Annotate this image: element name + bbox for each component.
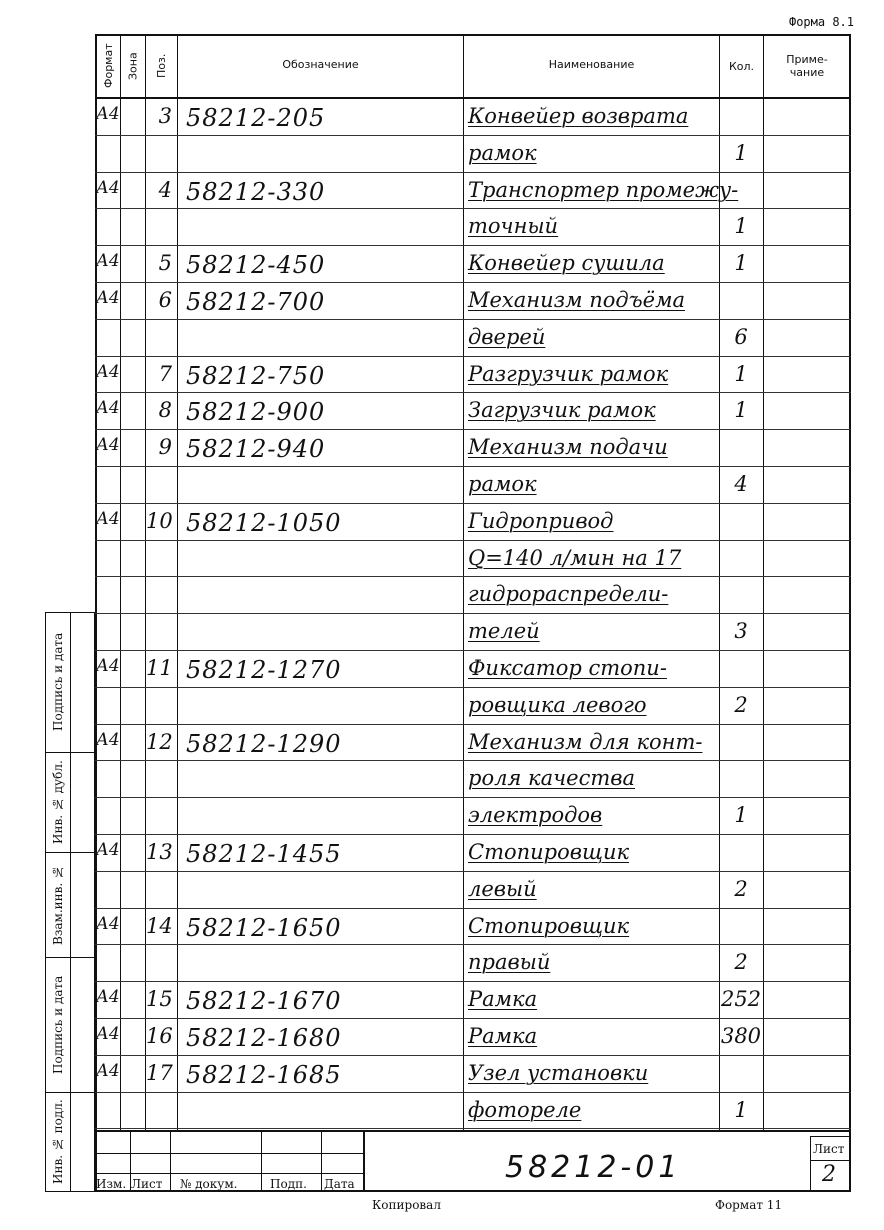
title-block-sheet-col: [810, 1136, 811, 1192]
tb-list: Лист: [131, 1177, 163, 1191]
row-qty: 1: [734, 214, 748, 239]
row-line: [95, 871, 851, 872]
row-name: Узел установки: [468, 1060, 649, 1085]
row-qty: 4: [734, 472, 748, 496]
row-qty: 1: [734, 398, 748, 423]
row-name: правый: [468, 950, 551, 975]
row-designation: 58212-750: [186, 361, 326, 390]
header-name: Наименование: [548, 57, 635, 71]
row-designation: 58212-205: [186, 104, 326, 132]
header-format: Формат: [102, 43, 115, 89]
side-strip-divider: [70, 612, 71, 1192]
row-format: А4: [96, 987, 120, 1008]
row-designation: 58212-1650: [186, 913, 342, 942]
col-line-designation: [463, 34, 464, 1130]
row-line: [95, 613, 851, 614]
row-name: Фиксатор стопи-: [468, 656, 667, 680]
side-label-dup-inv: Инв. № дубл.: [51, 760, 65, 844]
row-qty: 2: [734, 692, 748, 717]
row-name: Механизм подачи: [468, 435, 668, 460]
header-zone: Зона: [126, 52, 140, 80]
row-designation: 58212-700: [186, 288, 326, 316]
row-pos: 3: [158, 104, 172, 128]
row-line: [95, 319, 851, 320]
row-pos: 7: [158, 361, 172, 386]
row-name: Конвейер сушила: [468, 251, 665, 276]
col-line-qty: [763, 34, 764, 1130]
header-designation: Обозначение: [282, 57, 359, 71]
row-qty: 252: [720, 987, 762, 1012]
tb-doc-no: № докум.: [180, 1177, 238, 1191]
row-line: [95, 540, 851, 541]
row-line: [95, 908, 851, 909]
row-name: Q=140 л/мин на 17: [468, 545, 682, 570]
row-name: электродов: [468, 803, 603, 828]
row-format: А4: [96, 251, 120, 272]
col-line-format: [120, 34, 121, 1130]
row-designation: 58212-1290: [186, 729, 342, 758]
row-qty: 380: [720, 1024, 762, 1048]
row-line: [95, 724, 851, 725]
header-note: Приме- чание: [786, 53, 828, 79]
row-line: [95, 135, 851, 136]
row-qty: 1: [734, 361, 748, 386]
row-pos: 12: [146, 729, 173, 754]
row-name: Гидропривод: [468, 508, 614, 533]
title-block-sheet-line: [810, 1160, 851, 1161]
row-line: [95, 392, 851, 393]
row-line: [95, 429, 851, 430]
row-format: А4: [96, 913, 120, 934]
row-format: А4: [96, 288, 120, 308]
document-number: 58212-01: [505, 1150, 682, 1185]
title-block-sheet-top: [810, 1136, 851, 1137]
row-line: [95, 1055, 851, 1056]
row-pos: 8: [158, 398, 172, 423]
row-designation: 58212-900: [186, 398, 326, 427]
row-pos: 5: [158, 251, 172, 276]
title-block-col: [321, 1130, 322, 1192]
row-name: Механизм для конт-: [468, 729, 703, 754]
row-qty: 2: [734, 876, 748, 901]
col-line-pos: [177, 34, 178, 1130]
row-line: [95, 944, 851, 945]
row-pos: 4: [158, 177, 172, 202]
row-format: А4: [96, 656, 120, 676]
row-pos: 11: [146, 656, 173, 680]
row-name: Конвейер возврата: [468, 104, 689, 128]
title-block-col: [261, 1130, 262, 1192]
row-pos: 16: [146, 1024, 173, 1048]
title-block-line: [95, 1173, 363, 1174]
row-pos: 17: [146, 1060, 173, 1085]
header-qty: Кол.: [728, 59, 755, 73]
side-label-replace-inv: Взам.инв. №: [51, 864, 65, 945]
row-format: А4: [96, 729, 120, 750]
row-name: Рамка: [468, 987, 538, 1012]
row-qty: 6: [734, 324, 748, 349]
row-line: [95, 797, 851, 798]
row-line: [95, 356, 851, 357]
row-qty: 1: [734, 251, 748, 276]
row-name: левый: [468, 876, 537, 901]
row-pos: 10: [146, 508, 173, 533]
side-label-sign-date-2: Подпись и дата: [51, 975, 65, 1074]
tb-date: Дата: [324, 1177, 355, 1191]
row-line: [95, 1018, 851, 1019]
row-name: фотореле: [468, 1097, 582, 1122]
row-line: [95, 245, 851, 246]
row-format: А4: [96, 1060, 120, 1081]
row-line: [95, 466, 851, 467]
row-designation: 58212-1050: [186, 508, 342, 537]
row-line: [95, 576, 851, 577]
row-name: ровщика левого: [468, 692, 647, 717]
row-line: [95, 172, 851, 173]
row-name: Транспортер промежу-: [468, 177, 739, 202]
tb-izm: Изм.: [96, 1177, 127, 1191]
row-name: роля качества: [468, 766, 636, 791]
row-line: [95, 650, 851, 651]
row-qty: 1: [734, 140, 748, 165]
row-format: А4: [96, 1024, 120, 1044]
row-qty: 1: [734, 1097, 748, 1122]
title-block-col: [170, 1130, 171, 1192]
row-line: [95, 687, 851, 688]
row-line: [95, 1092, 851, 1093]
side-label-sign-date: Подпись и дата: [51, 632, 65, 732]
title-block-top: [95, 1130, 851, 1132]
row-line: [95, 834, 851, 835]
row-pos: 6: [158, 288, 172, 312]
row-format: А4: [96, 177, 120, 198]
header-pos: Поз.: [155, 53, 168, 79]
row-designation: 58212-1455: [186, 840, 342, 868]
row-name: телей: [468, 619, 540, 644]
row-qty: 2: [734, 950, 748, 975]
row-format: А4: [96, 435, 120, 456]
row-format: А4: [96, 398, 120, 419]
row-name: Стопировщик: [468, 913, 630, 938]
row-name: точный: [468, 214, 559, 239]
row-name: Рамка: [468, 1024, 538, 1048]
row-name: Стопировщик: [468, 840, 630, 864]
footer-format: Формат 11: [715, 1198, 783, 1212]
tb-sign: Подп.: [270, 1177, 307, 1191]
row-line: [95, 760, 851, 761]
sheet-label: Лист: [813, 1142, 845, 1156]
row-name: рамок: [468, 472, 537, 496]
row-line: [95, 282, 851, 283]
row-pos: 15: [146, 987, 173, 1012]
form-label: Форма 8.1: [788, 15, 854, 29]
footer-copied: Копировал: [372, 1198, 441, 1212]
row-qty: 1: [734, 803, 748, 828]
row-name: Разгрузчик рамок: [468, 361, 669, 386]
row-designation: 58212-1680: [186, 1024, 342, 1052]
side-label-orig-inv: Инв. № подл.: [51, 1099, 65, 1185]
row-format: А4: [96, 508, 120, 529]
row-designation: 58212-450: [186, 251, 326, 280]
row-name: Загрузчик рамок: [468, 398, 656, 423]
row-designation: 58212-1685: [186, 1060, 342, 1089]
row-qty: 3: [734, 619, 748, 644]
row-designation: 58212-1270: [186, 656, 342, 684]
row-line: [95, 981, 851, 982]
row-format: А4: [96, 104, 120, 124]
row-pos: 13: [146, 840, 173, 864]
row-line: [95, 208, 851, 209]
row-pos: 9: [158, 435, 172, 460]
row-name: дверей: [468, 324, 546, 349]
row-designation: 58212-1670: [186, 987, 342, 1016]
header-divider: [95, 97, 851, 99]
row-name: гидрораспредели-: [468, 582, 669, 607]
title-block-col: [363, 1130, 365, 1192]
row-format: А4: [96, 361, 120, 382]
sheet-number: 2: [822, 1162, 836, 1187]
row-name: рамок: [468, 140, 537, 165]
row-pos: 14: [146, 913, 173, 938]
row-line: [95, 503, 851, 504]
row-format: А4: [96, 840, 120, 860]
row-name: Механизм подъёма: [468, 288, 686, 312]
title-block-line: [95, 1153, 363, 1154]
row-designation: 58212-330: [186, 177, 326, 206]
row-designation: 58212-940: [186, 435, 326, 464]
